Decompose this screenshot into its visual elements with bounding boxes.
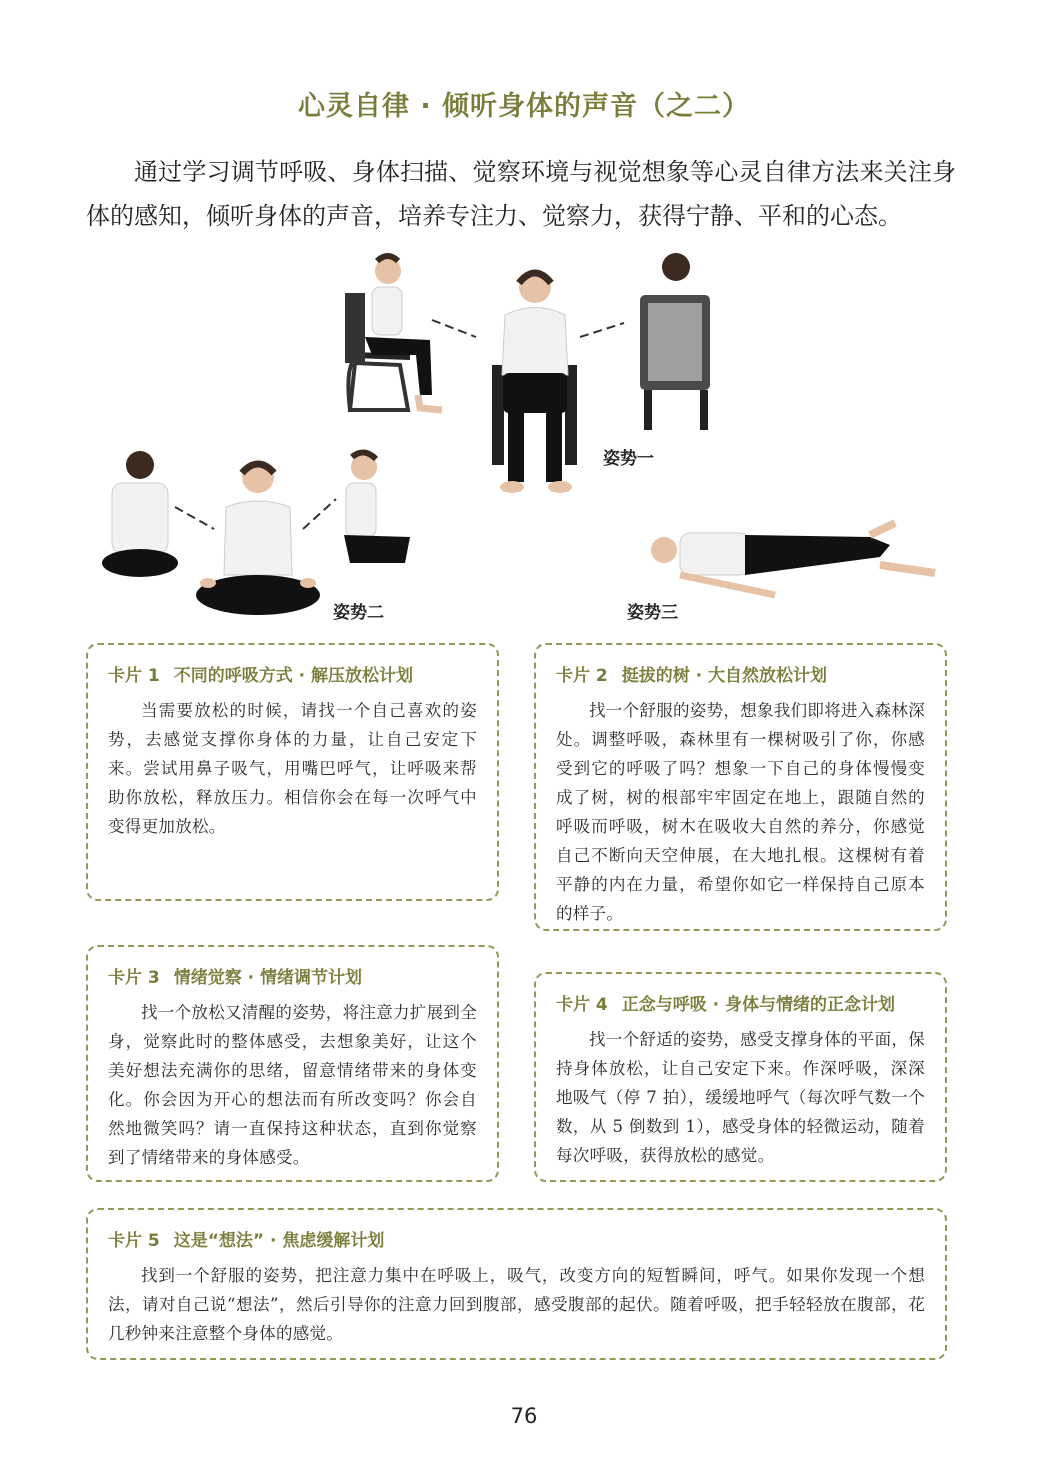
- card-4-heading: 正念与呼吸 · 身体与情绪的正念计划: [621, 995, 896, 1015]
- card-1-title: [108, 661, 477, 686]
- card-2: [534, 643, 947, 931]
- card-4: [534, 972, 947, 1182]
- pose2-label: 姿势二: [333, 603, 384, 623]
- card-3-title: [108, 963, 477, 988]
- pose1-front-view-image: [492, 271, 577, 493]
- pose1-label: 姿势一: [603, 449, 654, 469]
- pose3-label: 姿势三: [627, 603, 678, 623]
- page-number: 76: [510, 1404, 538, 1428]
- pose1-side-view-image: [345, 256, 442, 410]
- pose-illustrations: [0, 245, 1048, 630]
- card-1-body: 当需要放松的时候，请找一个自己喜欢的姿势，去感觉支撑你身体的力量，让自己安定下来。尝试用鼻子吸气，用嘴巴呼气，让呼吸来帮助你放松，释放压力。相信你会在每一次呼气中变得更加放松。: [108, 701, 477, 836]
- pose1-back-view-image: [640, 253, 710, 430]
- card-5-title: [108, 1226, 925, 1251]
- pose2-side-view-image: [344, 452, 410, 563]
- card-1: [86, 643, 499, 901]
- card-4-body: 找一个舒适的姿势，感受支撑身体的平面，保持身体放松，让自己安定下来。作深呼吸，深深地吸气（停 7 拍），缓缓地呼气（每次呼气数一个数，从 5 倒数到 1），感受身体的轻微运动，随着每次呼吸，获得放松的感觉。: [556, 1030, 925, 1165]
- card-4-title: [556, 990, 925, 1015]
- card-2-heading: 挺拔的树 · 大自然放松计划: [621, 666, 828, 686]
- card-3-heading: 情绪觉察 · 情绪调节计划: [173, 968, 363, 988]
- pose2-front-view-image: [196, 461, 320, 615]
- intro-paragraph: 通过学习调节呼吸、身体扫描、觉察环境与视觉想象等心灵自律方法来关注身体的感知，倾听身体的声音，培养专注力、觉察力，获得宁静、平和的心态。: [86, 158, 956, 230]
- page-title: 心灵自律 · 倾听身体的声音（之二）: [297, 91, 751, 122]
- card-4-number: 卡片 4: [556, 995, 608, 1015]
- card-3: [86, 945, 499, 1182]
- card-5-body: 找到一个舒服的姿势，把注意力集中在呼吸上，吸气，改变方向的短暂瞬间，呼气。如果你发现一个想法，请对自己说“想法”，然后引导你的注意力回到腹部，感受腹部的起伏。随着呼吸，把手轻轻放在腹部，花几秒钟来注意整个身体的感觉。: [108, 1266, 925, 1343]
- card-5-heading: 这是“想法” · 焦虑缓解计划: [173, 1231, 385, 1251]
- card-2-title: [556, 661, 925, 686]
- card-2-body: 找一个舒服的姿势，想象我们即将进入森林深处。调整呼吸，森林里有一棵树吸引了你，你感受到它的呼吸了吗？想象一下自己的身体慢慢变成了树，树的根部牢牢固定在地上，跟随自然的呼吸而呼吸，树木在吸收大自然的养分，你感觉自己不断向天空伸展，在大地扎根。这棵树有着平静的内在力量，希望你如它一样保持自己原本的样子。: [556, 701, 925, 923]
- card-1-heading: 不同的呼吸方式 · 解压放松计划: [173, 666, 414, 686]
- card-1-number: 卡片 1: [108, 666, 160, 686]
- card-5: [86, 1208, 947, 1360]
- pose2-back-view-image: [102, 451, 178, 577]
- card-3-body: 找一个放松又清醒的姿势，将注意力扩展到全身，觉察此时的整体感受，去想象美好，让这个美好想法充满你的思绪，留意情绪带来的身体变化。你会因为开心的想法而有所改变吗？你会自然地微笑吗？请一直保持这种状态，直到你觉察到了情绪带来的身体感受。: [108, 1003, 477, 1167]
- card-5-number: 卡片 5: [108, 1231, 160, 1251]
- pose3-lying-image: [651, 523, 935, 595]
- card-2-number: 卡片 2: [556, 666, 608, 686]
- card-3-number: 卡片 3: [108, 968, 160, 988]
